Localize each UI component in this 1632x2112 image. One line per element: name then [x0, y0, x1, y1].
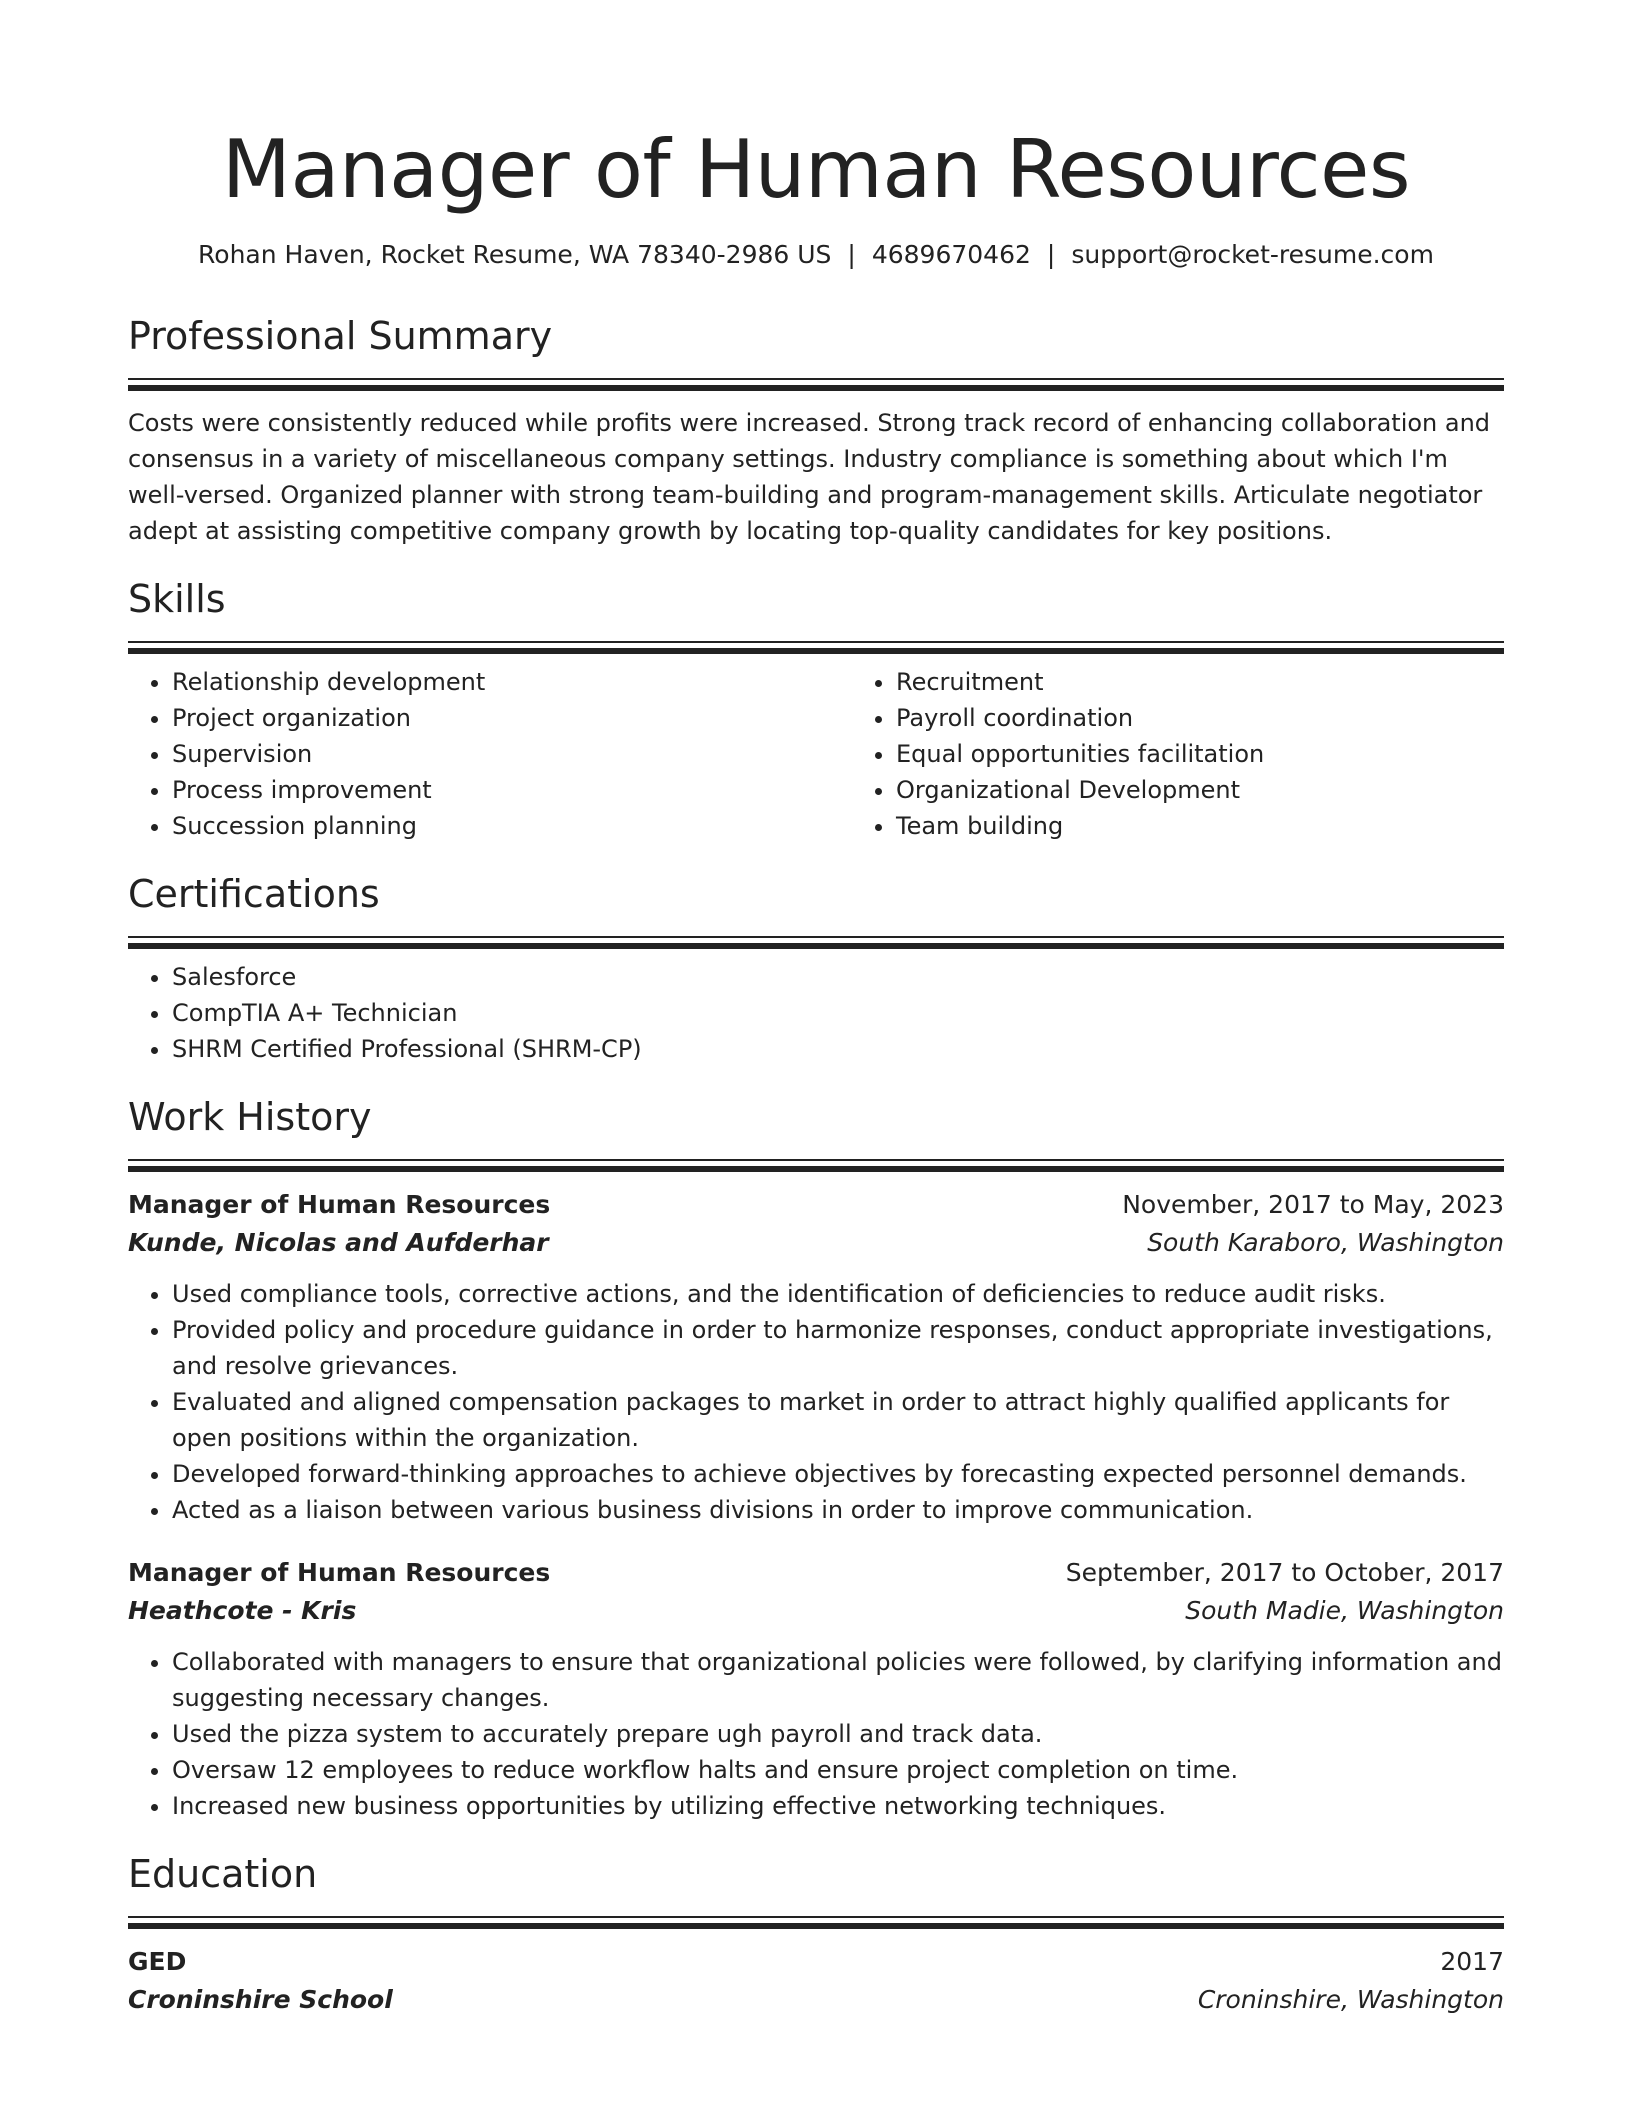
- skill-item: • Process improvement: [172, 772, 852, 808]
- job-bullet: • Evaluated and aligned compensation packages to market in order to attract highly qualified applicants for open positions within the organization.: [172, 1384, 1504, 1456]
- section-heading-skills: Skills: [128, 577, 226, 621]
- skill-item: • Project organization: [172, 700, 852, 736]
- section-divider: [128, 943, 1504, 949]
- skill-item: • Recruitment: [896, 664, 1586, 700]
- education-year: 2017: [1440, 1947, 1504, 1976]
- skill-item: • Organizational Development: [896, 772, 1586, 808]
- section-heading-work-history: Work History: [128, 1095, 372, 1139]
- education-entry: [128, 1943, 1504, 2019]
- education-location: Croninshire, Washington: [1197, 1985, 1504, 2014]
- job-bullet: • Oversaw 12 employees to reduce workflow halts and ensure project completion on time.: [172, 1752, 1504, 1788]
- skills-grid: [128, 654, 1504, 844]
- contact-separator: |: [847, 240, 856, 269]
- skill-item: • Equal opportunities facilitation: [896, 736, 1586, 772]
- job-bullet: • Used the pizza system to accurately prepare ugh payroll and track data.: [172, 1716, 1504, 1752]
- job-location: South Karaboro, Washington: [1147, 1228, 1504, 1257]
- skill-item: • Supervision: [172, 736, 852, 772]
- contact-separator: |: [1046, 240, 1056, 269]
- summary-text: Costs were consistently reduced while profits were increased. Strong track record of enhancing collaboration and consensus in a variety of miscellaneous company settings. Industry compliance is something about which I'm well-versed. Organized planner with strong team-building and program-management skills. Articulate negotiator adept at assisting competitive company growth by locating top-quality candidates for key positions.: [128, 409, 1491, 545]
- job-company: Heathcote - Kris: [128, 1596, 357, 1625]
- certification-item: • CompTIA A+ Technician: [172, 995, 1504, 1031]
- job-bullet: • Acted as a liaison between various business divisions in order to improve communication.: [172, 1492, 1504, 1528]
- skill-item: • Succession planning: [172, 808, 852, 844]
- education-degree: GED: [128, 1947, 187, 1976]
- contact-address: Rohan Haven, Rocket Resume, WA 78340-2986 US: [198, 240, 832, 269]
- job-bullet: • Collaborated with managers to ensure that organizational policies were followed, by clarifying information and suggesting necessary changes.: [172, 1644, 1504, 1716]
- skills-list-left: [128, 664, 852, 844]
- job-entry: [128, 1554, 1504, 1824]
- job-company-row: [128, 1592, 1504, 1630]
- job-bullet: • Increased new business opportunities by utilizing effective networking techniques.: [172, 1788, 1504, 1824]
- education-section: [128, 1850, 1504, 2019]
- summary-section: [128, 312, 1504, 549]
- job-dates: November, 2017 to May, 2023: [1122, 1190, 1504, 1219]
- education-header-row: [128, 1943, 1504, 1981]
- skills-section: [128, 575, 1504, 844]
- work-history-section: [128, 1093, 1504, 1824]
- certification-item: • SHRM Certified Professional (SHRM-CP): [172, 1031, 1504, 1067]
- section-divider: [128, 1916, 1504, 1918]
- job-location: South Madie, Washington: [1185, 1596, 1504, 1625]
- job-bullet: • Provided policy and procedure guidance in order to harmonize responses, conduct appropriate investigations, and resolve grievances.: [172, 1312, 1504, 1384]
- job-company: Kunde, Nicolas and Aufderhar: [128, 1228, 549, 1257]
- section-heading-education: Education: [128, 1852, 318, 1896]
- section-divider: [128, 1923, 1504, 1929]
- job-entry: [128, 1186, 1504, 1528]
- section-divider: [128, 936, 1504, 938]
- certifications-list: [128, 959, 1504, 1067]
- job-bullets: [128, 1276, 1504, 1528]
- job-header-row: [128, 1554, 1504, 1592]
- skills-list-right: [852, 664, 1586, 844]
- skill-item: • Team building: [896, 808, 1586, 844]
- job-bullet: • Developed forward-thinking approaches to achieve objectives by forecasting expected personnel demands.: [172, 1456, 1504, 1492]
- section-heading-summary: Professional Summary: [128, 314, 553, 358]
- certifications-section: [128, 870, 1504, 1067]
- section-divider: [128, 385, 1504, 391]
- skill-item: • Payroll coordination: [896, 700, 1586, 736]
- job-title: Manager of Human Resources: [128, 1190, 551, 1219]
- job-header-row: [128, 1186, 1504, 1224]
- education-school: Croninshire School: [128, 1985, 393, 2014]
- contact-phone: 4689670462: [871, 240, 1031, 269]
- job-bullet: • Used compliance tools, corrective actions, and the identification of deficiencies to reduce audit risks.: [172, 1276, 1504, 1312]
- contact-email: support@rocket-resume.com: [1071, 240, 1434, 269]
- certification-item: • Salesforce: [172, 959, 1504, 995]
- section-divider: [128, 1166, 1504, 1172]
- job-company-row: [128, 1224, 1504, 1262]
- section-divider: [128, 641, 1504, 643]
- education-school-row: [128, 1981, 1504, 2019]
- job-dates: September, 2017 to October, 2017: [1065, 1558, 1504, 1587]
- section-divider: [128, 1159, 1504, 1161]
- skill-item: • Relationship development: [172, 664, 852, 700]
- section-divider: [128, 378, 1504, 380]
- job-bullets: [128, 1644, 1504, 1824]
- job-title: Manager of Human Resources: [128, 1558, 551, 1587]
- resume-title: Manager of Human Resources: [221, 123, 1411, 216]
- contact-line: [128, 238, 1504, 272]
- section-heading-certifications: Certifications: [128, 872, 380, 916]
